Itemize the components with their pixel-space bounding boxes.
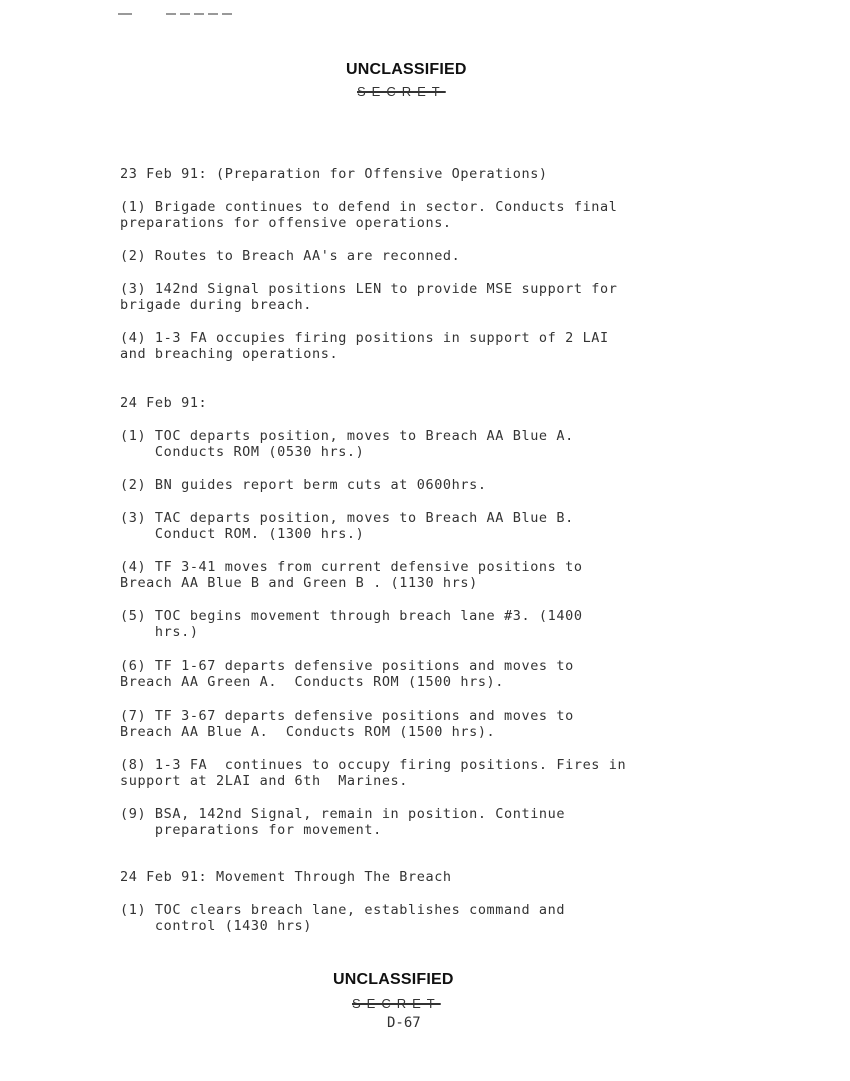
body-line: 24 Feb 91: bbox=[120, 395, 208, 411]
body-line: Conduct ROM. (1300 hrs.) bbox=[120, 526, 365, 542]
body-line: (4) 1-3 FA occupies firing positions in support of 2 LAI bbox=[120, 330, 609, 346]
body-line: hrs.) bbox=[120, 624, 199, 640]
body-line: (9) BSA, 142nd Signal, remain in position. Continue bbox=[120, 806, 566, 822]
body-line: preparations for offensive operations. bbox=[120, 215, 452, 231]
body-line: (4) TF 3-41 moves from current defensive positions to bbox=[120, 559, 583, 575]
body-line: (8) 1-3 FA continues to occupy firing positions. Fires in bbox=[120, 757, 627, 773]
body-line: (6) TF 1-67 departs defensive positions and moves to bbox=[120, 658, 574, 674]
body-line: (3) TAC departs position, moves to Breach AA Blue B. bbox=[120, 510, 574, 526]
header-struck-marking: SECRET bbox=[357, 84, 446, 99]
body-line: 23 Feb 91: (Preparation for Offensive Operations) bbox=[120, 166, 548, 182]
footer-struck-marking: SECRET bbox=[352, 996, 441, 1011]
body-line: (2) Routes to Breach AA's are reconned. bbox=[120, 248, 461, 264]
scan-artifact bbox=[118, 0, 238, 3]
body-line: Breach AA Blue A. Conducts ROM (1500 hrs). bbox=[120, 724, 496, 740]
body-line: (5) TOC begins movement through breach lane #3. (1400 bbox=[120, 608, 583, 624]
body-line: (1) TOC clears breach lane, establishes command and bbox=[120, 902, 566, 918]
body-line: (1) Brigade continues to defend in sector. Conducts final bbox=[120, 199, 618, 215]
body-line: and breaching operations. bbox=[120, 346, 339, 362]
body-line: brigade during breach. bbox=[120, 297, 313, 313]
body-line: Breach AA Green A. Conducts ROM (1500 hrs). bbox=[120, 674, 505, 690]
body-line: (7) TF 3-67 departs defensive positions and moves to bbox=[120, 708, 574, 724]
body-line: preparations for movement. bbox=[120, 822, 382, 838]
body-line: 24 Feb 91: Movement Through The Breach bbox=[120, 869, 452, 885]
body-line: (2) BN guides report berm cuts at 0600hrs. bbox=[120, 477, 487, 493]
body-line: support at 2LAI and 6th Marines. bbox=[120, 773, 409, 789]
body-line: (1) TOC departs position, moves to Breach AA Blue A. bbox=[120, 428, 574, 444]
footer-classification: UNCLASSIFIED bbox=[333, 971, 454, 988]
header-classification: UNCLASSIFIED bbox=[346, 61, 467, 78]
body-line: Breach AA Blue B and Green B . (1130 hrs) bbox=[120, 575, 478, 591]
body-line: control (1430 hrs) bbox=[120, 918, 313, 934]
body-line: (3) 142nd Signal positions LEN to provide MSE support for bbox=[120, 281, 618, 297]
page-number: D-67 bbox=[387, 1015, 421, 1031]
body-line: Conducts ROM (0530 hrs.) bbox=[120, 444, 365, 460]
